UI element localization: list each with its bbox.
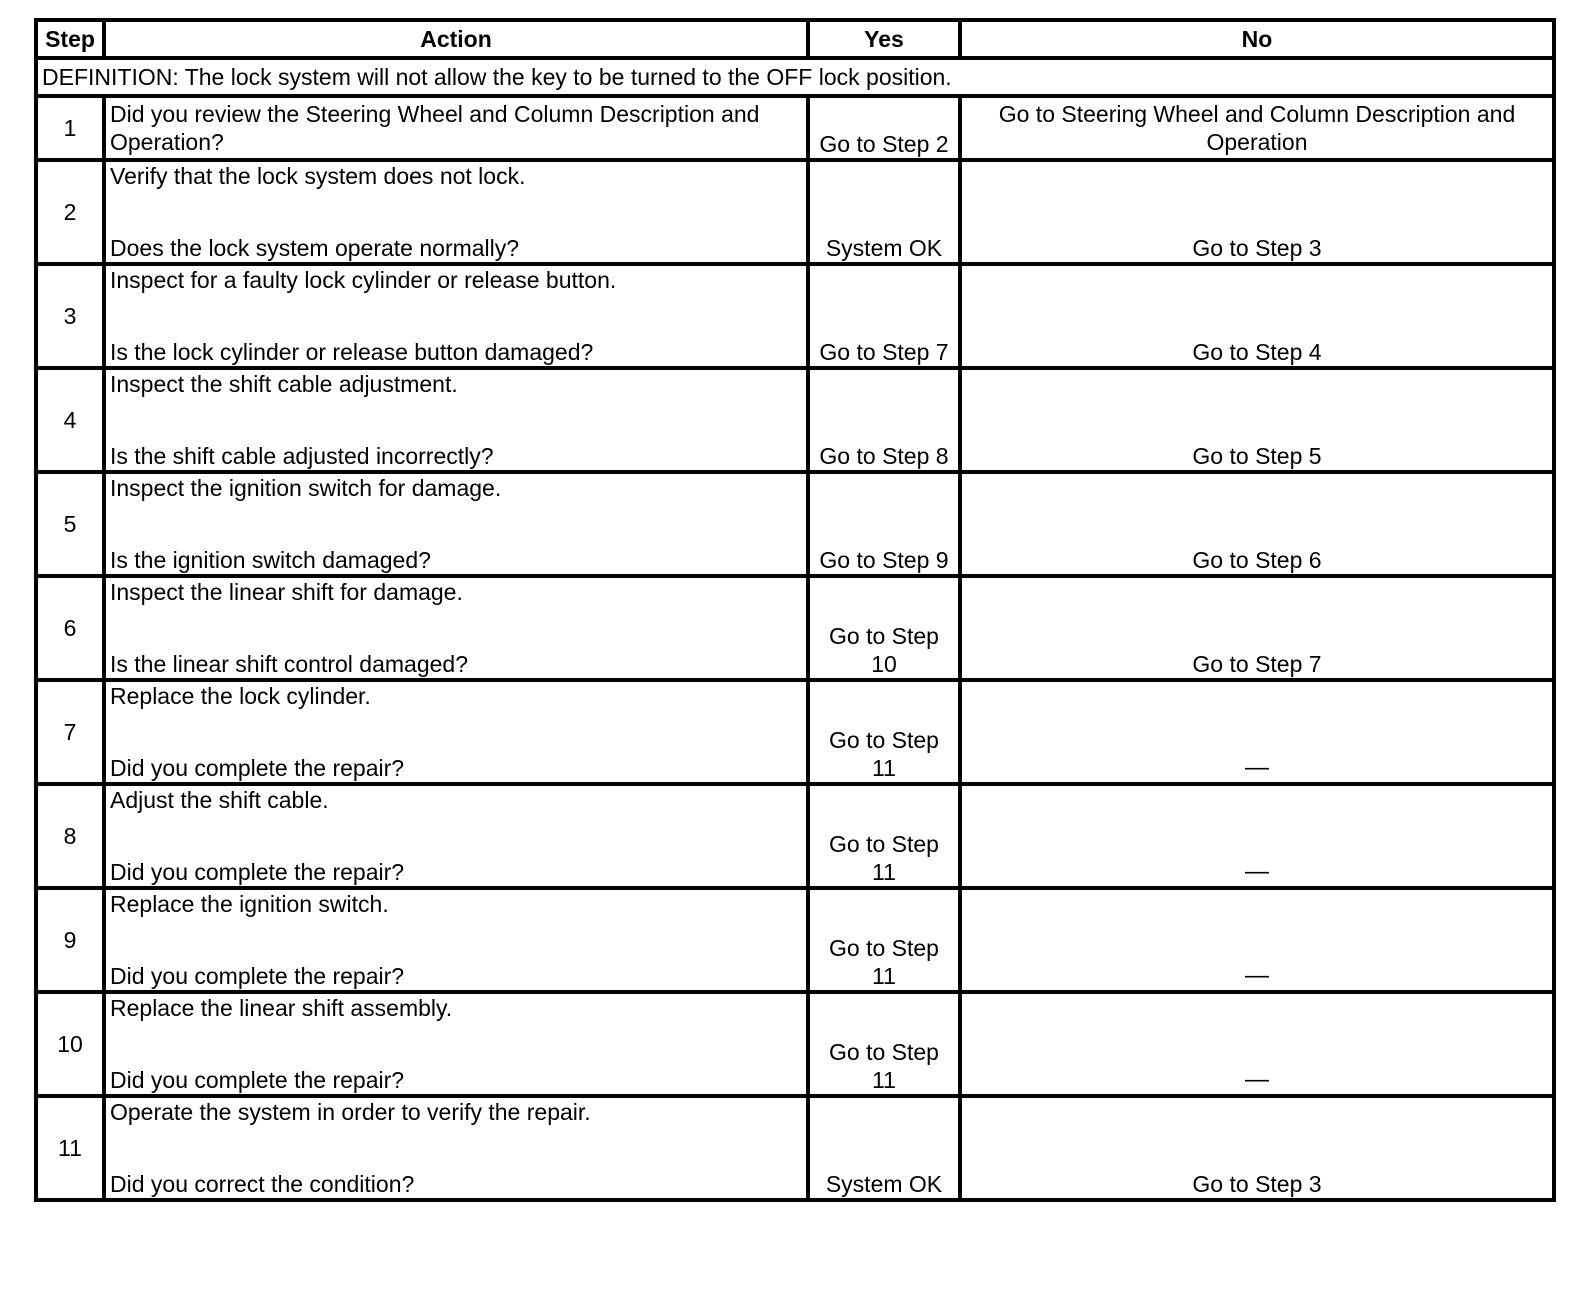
no-cell: Go to Step 3 [960, 1096, 1554, 1200]
action-cell [104, 888, 808, 992]
header-yes: Yes [808, 20, 960, 58]
yes-cell: Go to Step 2 [808, 96, 960, 160]
step-number: 8 [36, 784, 104, 888]
action-cell [104, 472, 808, 576]
yes-cell: Go to Step 11 [808, 784, 960, 888]
action-cell [104, 368, 808, 472]
step-number: 9 [36, 888, 104, 992]
action-cell [104, 784, 808, 888]
no-dash: — [1245, 1066, 1269, 1093]
table-row [36, 96, 1554, 160]
action-question: Is the lock cylinder or release button damaged? [110, 339, 594, 365]
action-cell [104, 264, 808, 368]
yes-cell: System OK [808, 160, 960, 264]
action-text: Replace the lock cylinder. [110, 683, 371, 709]
yes-cell: System OK [808, 1096, 960, 1200]
action-question: Did you complete the repair? [110, 859, 405, 885]
action-question: Did you complete the repair? [110, 755, 405, 781]
step-number: 5 [36, 472, 104, 576]
action-cell [104, 1096, 808, 1200]
action-question: Does the lock system operate normally? [110, 235, 520, 261]
header-action: Action [104, 20, 808, 58]
action-cell [104, 576, 808, 680]
table-row [36, 264, 1554, 368]
header-row [36, 20, 1554, 58]
action-cell [104, 680, 808, 784]
action-text: Replace the ignition switch. [110, 891, 389, 917]
action-text: Inspect the linear shift for damage. [110, 579, 463, 605]
action-text: Replace the linear shift assembly. [110, 995, 453, 1021]
table-row [36, 784, 1554, 888]
yes-cell: Go to Step 10 [808, 576, 960, 680]
no-dash: — [1245, 962, 1269, 989]
yes-cell: Go to Step 9 [808, 472, 960, 576]
step-number: 7 [36, 680, 104, 784]
table-row [36, 160, 1554, 264]
step-number: 3 [36, 264, 104, 368]
step-number: 11 [36, 1096, 104, 1200]
action-cell [104, 160, 808, 264]
action-text: Inspect for a faulty lock cylinder or release button. [110, 267, 617, 293]
header-no: No [960, 20, 1554, 58]
no-cell [960, 680, 1554, 784]
table-row [36, 472, 1554, 576]
no-cell: Go to Step 5 [960, 368, 1554, 472]
step-number: 4 [36, 368, 104, 472]
action-text: Did you review the Steering Wheel and Column Description and Operation? [110, 101, 760, 155]
table-row [36, 680, 1554, 784]
table-row [36, 576, 1554, 680]
action-question: Is the ignition switch damaged? [110, 547, 431, 573]
no-cell: Go to Steering Wheel and Column Description and Operation [960, 96, 1554, 160]
no-cell: Go to Step 4 [960, 264, 1554, 368]
action-question: Is the shift cable adjusted incorrectly? [110, 443, 494, 469]
no-cell: Go to Step 3 [960, 160, 1554, 264]
definition-text: DEFINITION: The lock system will not allow the key to be turned to the OFF lock position. [36, 58, 1554, 96]
yes-cell: Go to Step 11 [808, 888, 960, 992]
action-text: Verify that the lock system does not lock. [110, 163, 526, 189]
no-cell [960, 888, 1554, 992]
step-number: 10 [36, 992, 104, 1096]
no-dash: — [1245, 858, 1269, 885]
table-row [36, 888, 1554, 992]
action-question: Is the linear shift control damaged? [110, 651, 468, 677]
action-text: Inspect the ignition switch for damage. [110, 475, 502, 501]
yes-cell: Go to Step 7 [808, 264, 960, 368]
definition-row [36, 58, 1554, 96]
action-text: Adjust the shift cable. [110, 787, 329, 813]
action-text: Operate the system in order to verify the repair. [110, 1099, 591, 1125]
diagnostic-table [34, 18, 1556, 1202]
step-number: 2 [36, 160, 104, 264]
action-question: Did you complete the repair? [110, 963, 405, 989]
no-cell: Go to Step 7 [960, 576, 1554, 680]
table-row [36, 368, 1554, 472]
step-number: 1 [36, 96, 104, 160]
yes-cell: Go to Step 11 [808, 992, 960, 1096]
action-text: Inspect the shift cable adjustment. [110, 371, 458, 397]
yes-cell: Go to Step 11 [808, 680, 960, 784]
table-row [36, 1096, 1554, 1200]
no-cell: Go to Step 6 [960, 472, 1554, 576]
action-question: Did you correct the condition? [110, 1171, 415, 1197]
no-dash: — [1245, 754, 1269, 781]
no-cell [960, 992, 1554, 1096]
step-number: 6 [36, 576, 104, 680]
yes-cell: Go to Step 8 [808, 368, 960, 472]
action-question: Did you complete the repair? [110, 1067, 405, 1093]
table-row [36, 992, 1554, 1096]
action-cell [104, 992, 808, 1096]
header-step: Step [36, 20, 104, 58]
action-cell [104, 96, 808, 160]
no-cell [960, 784, 1554, 888]
